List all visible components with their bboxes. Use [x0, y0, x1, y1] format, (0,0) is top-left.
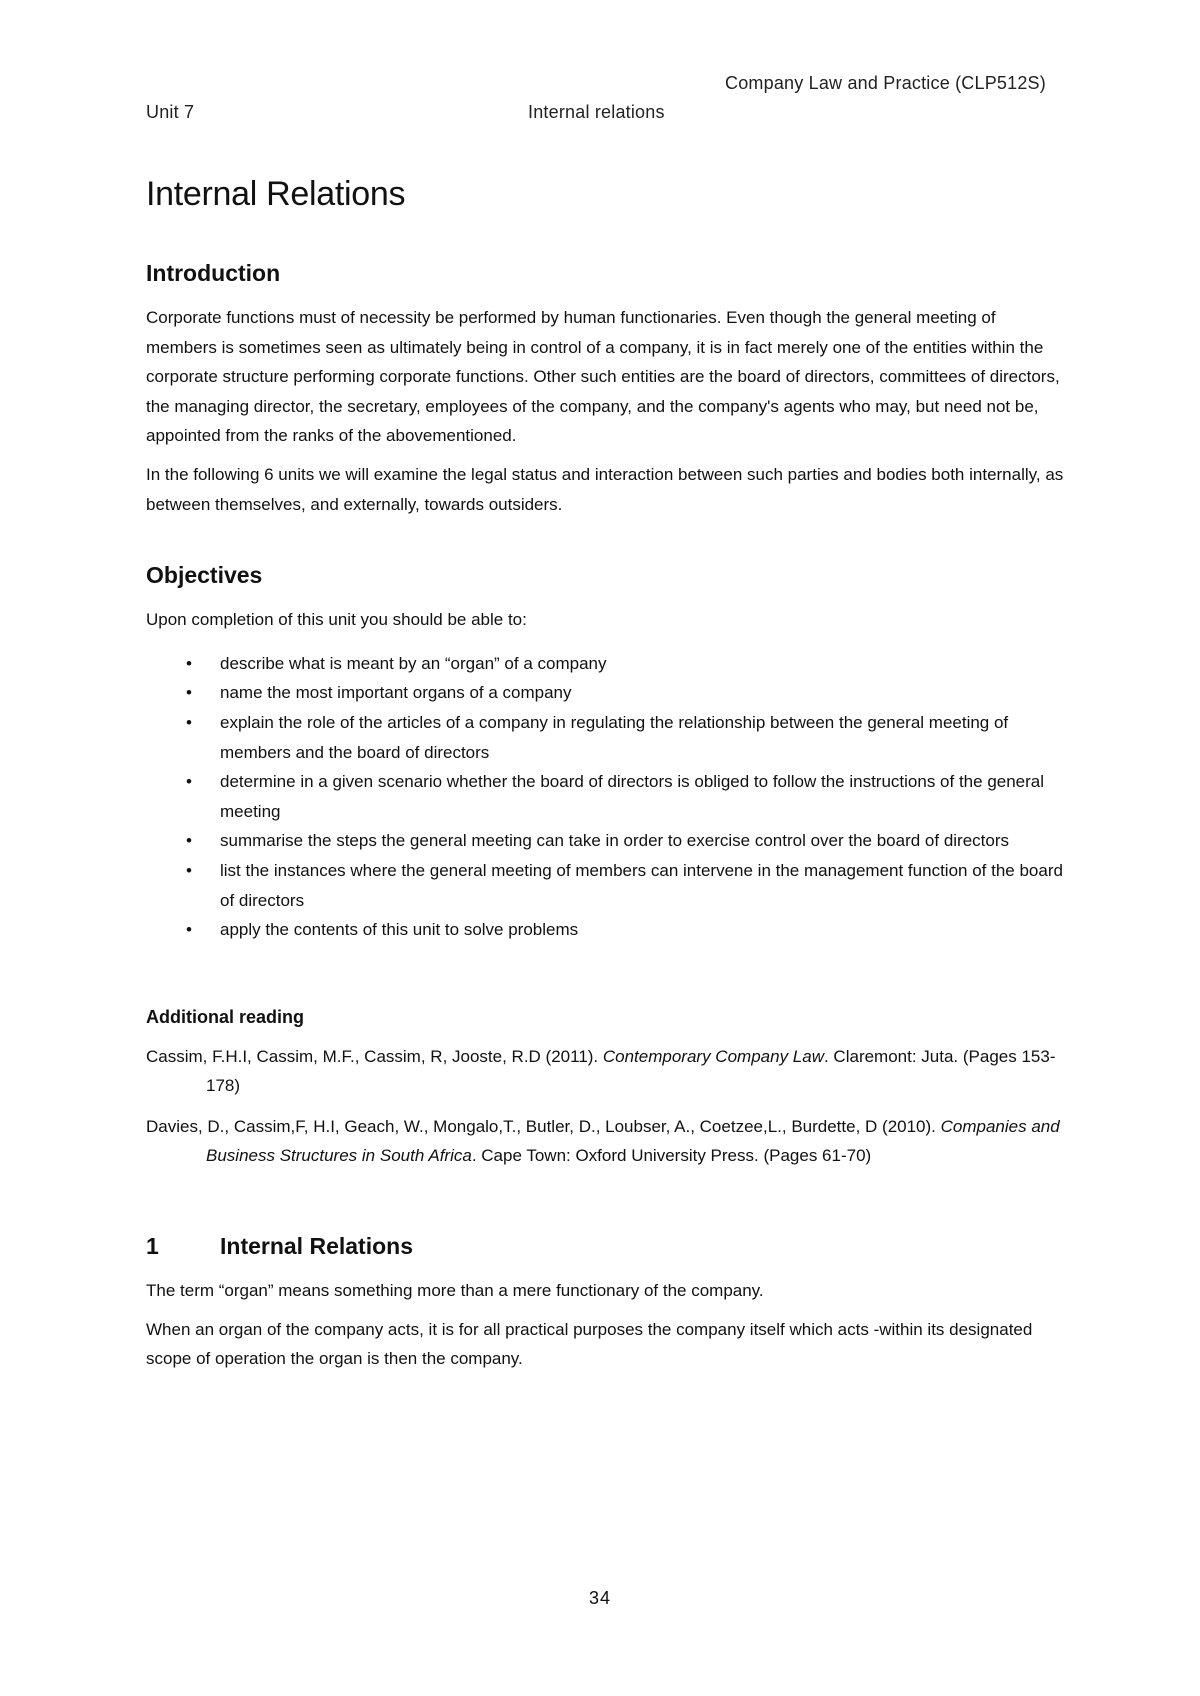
- bullet-icon: •: [186, 920, 192, 940]
- objectives-heading: Objectives: [146, 562, 263, 589]
- bullet-icon: •: [186, 653, 192, 673]
- bullet-icon: •: [186, 860, 192, 880]
- bullet-icon: •: [186, 831, 192, 851]
- objective-item: [146, 678, 1066, 708]
- section-heading: [146, 1233, 1066, 1260]
- reference-publisher: . Cape Town: Oxford University Press. (Pages 61-70): [471, 1146, 872, 1166]
- reference-title: Contemporary Company Law: [602, 1046, 824, 1066]
- additional-reading-heading: Additional reading: [146, 1006, 305, 1027]
- objective-item: [146, 649, 1066, 679]
- introduction-paragraph: In the following 6 units we will examine the legal status and interaction between such parties and bodies both internally, as between themselves, and externally, towards outsiders.: [146, 464, 1064, 514]
- objectives-intro: Upon completion of this unit you should be able to:: [146, 610, 527, 630]
- objective-text: list the instances where the general meeting of members can intervene in the management function of the board of directors: [220, 860, 1063, 910]
- objective-text: name the most important organs of a company: [220, 683, 572, 703]
- objective-item: [146, 708, 1066, 767]
- reference-authors: Davies, D., Cassim,F, H.I, Geach, W., Mongalo,T., Butler, D., Loubser, A., Coetzee,L., Burdette, D (2010).: [146, 1116, 941, 1136]
- header-course-title: Company Law and Practice (CLP512S): [725, 73, 1046, 93]
- objective-text: explain the role of the articles of a company in regulating the relationship between the general meeting of members and the board of directors: [220, 712, 1009, 762]
- bullet-icon: •: [186, 712, 192, 732]
- objectives-list: [146, 649, 1066, 945]
- objective-text: determine in a given scenario whether the board of directors is obliged to follow the instructions of the general meeting: [220, 772, 1045, 821]
- reference-entry: [146, 1042, 1066, 1101]
- bullet-icon: •: [186, 683, 192, 703]
- objective-item: [146, 915, 1066, 945]
- header-unit-label: Unit 7: [146, 102, 195, 122]
- header-topic-label: Internal relations: [528, 102, 665, 122]
- section-paragraph: The term “organ” means something more than a mere functionary of the company.: [146, 1281, 764, 1301]
- objective-item: [146, 826, 1066, 856]
- reference-publisher: . Claremont: Juta. (Pages 153-178): [206, 1046, 1056, 1096]
- section-paragraph: When an organ of the company acts, it is for all practical purposes the company itself which acts -within its designated scope of operation the organ is then the company.: [146, 1319, 1033, 1369]
- objective-text: summarise the steps the general meeting can take in order to exercise control over the board of directors: [220, 831, 1010, 851]
- objective-text: describe what is meant by an “organ” of a company: [220, 653, 607, 673]
- reference-entry: [146, 1112, 1066, 1171]
- reference-title: Companies and Business Structures in South Africa: [206, 1116, 1060, 1166]
- introduction-heading: Introduction: [146, 260, 281, 286]
- bullet-icon: •: [186, 772, 192, 792]
- section-title: Internal Relations: [220, 1233, 413, 1260]
- introduction-paragraph: Corporate functions must of necessity be performed by human functionaries. Even though the general meeting of members is sometimes seen as ultimately being in control of a company, it is in fact merely one of the entities within the corporate structure performing corporate functions. Other such entities are the board of directors, committees of directors, the managing director, the secretary, employees of the company, and the company's agents who may, but need not be, appointed from the ranks of the abovementioned.: [146, 308, 1060, 446]
- section-number: 1: [146, 1233, 159, 1260]
- objective-item: [146, 767, 1066, 826]
- document-body: [146, 175, 1066, 1383]
- objective-text: apply the contents of this unit to solve problems: [220, 920, 579, 940]
- page-number: 34: [588, 1588, 612, 1608]
- objective-item: [146, 856, 1066, 915]
- page-title: Internal Relations: [146, 175, 406, 213]
- reference-authors: Cassim, F.H.I, Cassim, M.F., Cassim, R, Jooste, R.D (2011).: [146, 1046, 603, 1066]
